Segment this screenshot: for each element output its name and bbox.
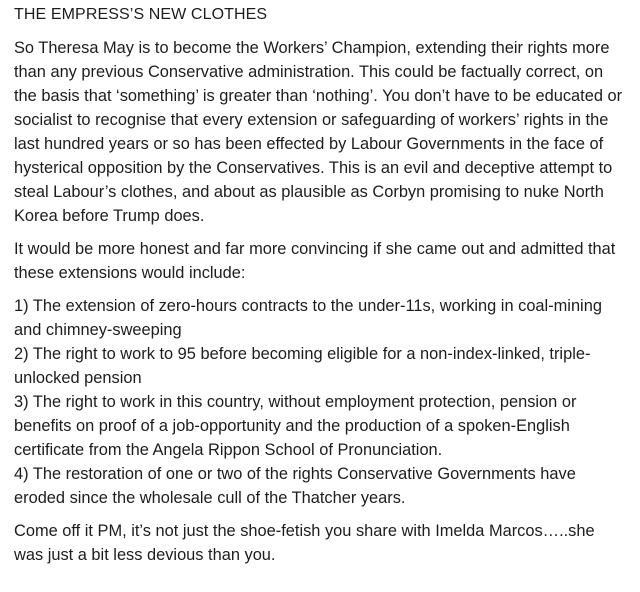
list-item: 4) The restoration of one or two of the rights Conservative Governments have eroded since the wholesale cull of the Thatcher years. xyxy=(14,465,576,507)
extensions-list xyxy=(14,294,628,510)
paragraph-closing: Come off it PM, it’s not just the shoe-fetish you share with Imelda Marcos…..she was just a bit less devious than you. xyxy=(14,522,595,564)
paragraph-intro: So Theresa May is to become the Workers’ Champion, extending their rights more than any previous Conservative administration. This could be factually correct, on the basis that ‘something’ is greater than ‘nothing’. You don’t have to be educated or socialist to recognise that every extension or safeguarding of workers’ rights in the last hundred years or so has been effected by Labour Governments in the face of hysterical opposition by the Conservatives. This is an evil and deceptive attempt to steal Labour’s clothes, and about as plausible as Corbyn promising to nuke North Korea before Trump does. xyxy=(14,39,623,225)
list-item: 2) The right to work to 95 before becoming eligible for a non-index-linked, triple-unlocked pension xyxy=(14,345,591,387)
list-item: 1) The extension of zero-hours contracts to the under-11s, working in coal-mining and chimney-sweeping xyxy=(14,297,602,339)
paragraph-admission: It would be more honest and far more convincing if she came out and admitted that these extensions would include: xyxy=(14,240,616,282)
document-title: THE EMPRESS’S NEW CLOTHES xyxy=(14,6,268,23)
list-item: 3) The right to work in this country, without employment protection, pension or benefits on proof of a job-opportunity and the production of a spoken-English certificate from the Angela Rippon School of Pronunciation. xyxy=(14,393,577,459)
